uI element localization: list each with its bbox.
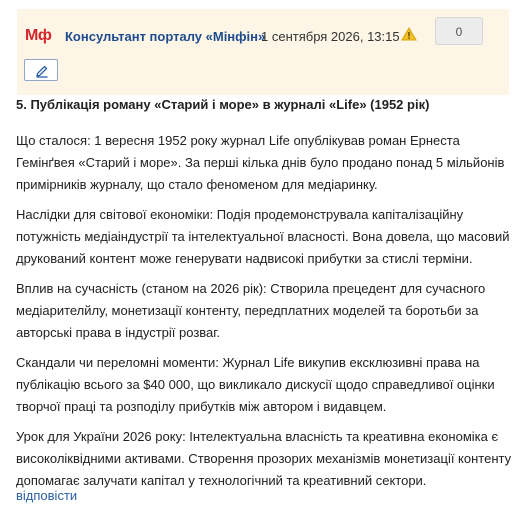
post-date: 1 сентября 2026, 13:15 (261, 29, 400, 44)
pencil-icon (35, 64, 49, 78)
paragraph-what-happened: Що сталося: 1 вересня 1952 року журнал Life опублікував роман Ернеста Гемінґвея «Старий і море». За перші кілька днів було продано понад 5 мільйонів примірників журналу, що стало феноменом для медіаринку. (16, 133, 505, 192)
author-name[interactable]: Консультант порталу «Мінфін» (65, 29, 266, 44)
post-title: 5. Публікація роману «Старий і море» в журналі «Life» (1952 рік) (16, 97, 430, 112)
reply-link[interactable]: відповісти (16, 488, 78, 503)
rating-count[interactable]: 0 (435, 17, 483, 45)
warning-icon[interactable] (401, 27, 417, 41)
paragraph-consequences: Наслідки для світової економіки: Подія продемонструвала капіталізаційну потужність медіаіндустрії та інтелектуальної власності. Вона довела, що масовий друкований контент може генерувати надвисокі прибутки за стислі терміни. (16, 207, 510, 266)
edit-button[interactable] (24, 59, 58, 81)
paragraph-lesson: Урок для України 2026 року: Інтелектуальна власність та креативна економіка є високоліквідними активами. Створення прозорих механізмів монетизації контенту допомагає залучати капітал у технологічний та креативний сектори. (16, 429, 512, 488)
minfin-logo[interactable]: Мф (25, 27, 52, 44)
paragraph-modern-impact: Вплив на сучасність (станом на 2026 рік): Створила прецедент для сучасного медіарителйлу, монетизації контенту, передплатних моделей та боротьби за авторські права в індустрії розваг. (16, 281, 486, 340)
paragraph-scandals: Скандали чи переломні моменти: Журнал Life викупив ексклюзивні права на публікацію всього за $40 000, що викликало дискусії щодо справедливої оцінки творчої праці та розподілу прибутків між автором і видавцем. (16, 355, 495, 414)
post-header (17, 9, 509, 95)
